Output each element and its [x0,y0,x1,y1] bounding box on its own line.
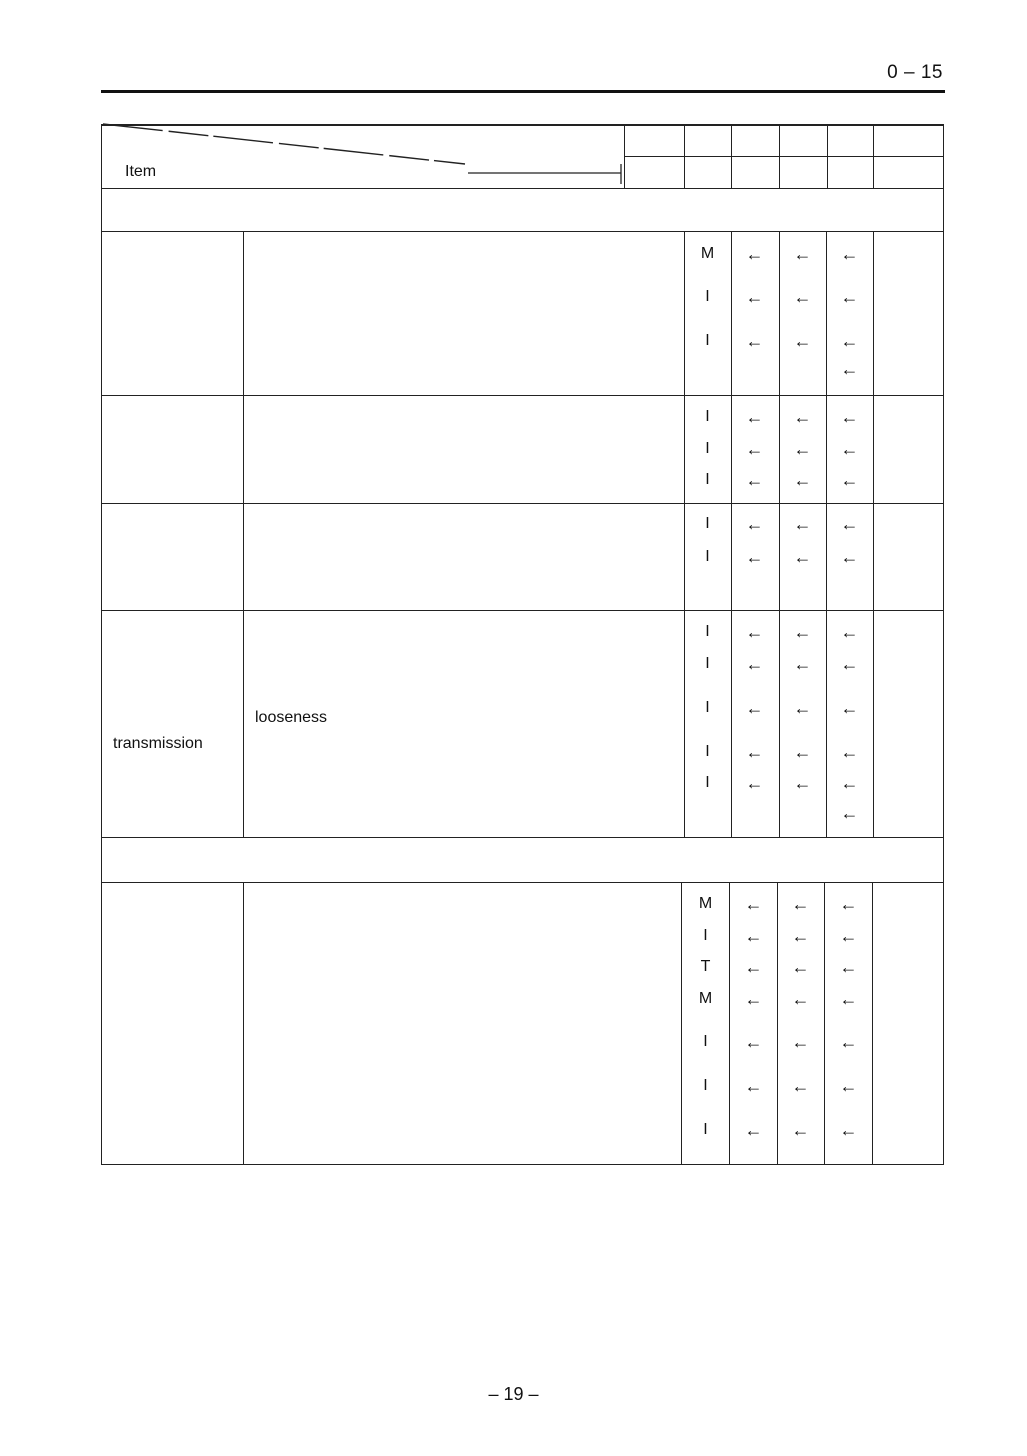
col-divider [873,231,874,837]
arrow-left-icon: ← [839,1120,858,1140]
arrow-left-icon: ← [793,654,812,674]
table-left-border [101,124,102,1164]
arrow-left-icon: ← [793,514,812,534]
arrow-left-icon: ← [840,470,859,490]
table-cell: M [700,245,715,262]
arrow-left-icon: ← [744,894,763,914]
arrow-left-icon: ← [744,957,763,977]
arrow-left-icon: ← [745,287,764,307]
arrow-left-icon: ← [745,439,764,459]
header-rule [101,90,945,93]
arrow-left-icon: ← [840,773,859,793]
arrow-left-icon: ← [839,894,858,914]
arrow-left-icon: ← [793,470,812,490]
arrow-left-icon: ← [840,287,859,307]
table-cell: I [705,288,710,305]
arrow-left-icon: ← [839,926,858,946]
arrow-left-icon: ← [793,622,812,642]
col-divider [243,882,244,1164]
header-col-divider [684,124,685,188]
arrow-left-icon: ← [839,1076,858,1096]
table-cell: I [703,1121,708,1138]
arrow-left-icon: ← [839,957,858,977]
arrow-left-icon: ← [745,244,764,264]
row-divider [101,503,944,504]
row-divider [101,837,944,838]
col-divider [243,231,244,837]
table-cell: I [705,774,710,791]
arrow-left-icon: ← [840,407,859,427]
table-cell: I [703,927,708,944]
header-col-divider [873,124,874,188]
arrow-left-icon: ← [791,1120,810,1140]
header-col-divider [779,124,780,188]
row-divider [101,610,944,611]
table-cell: I [705,655,710,672]
row-detail-looseness: looseness [255,709,328,726]
table-cell: I [705,623,710,640]
table-cell: I [703,1077,708,1094]
arrow-left-icon: ← [793,331,812,351]
arrow-left-icon: ← [840,359,859,379]
table-cell: I [705,471,710,488]
arrow-left-icon: ← [840,547,859,567]
arrow-left-icon: ← [745,773,764,793]
arrow-left-icon: ← [745,514,764,534]
arrow-left-icon: ← [793,407,812,427]
row-label-transmission: transmission [113,735,203,752]
table-cell: M [698,895,713,912]
arrow-left-icon: ← [744,1076,763,1096]
section-band-1-bottom [101,231,944,232]
arrow-left-icon: ← [793,287,812,307]
section-band-2-bottom [101,882,944,883]
arrow-left-icon: ← [745,407,764,427]
arrow-left-icon: ← [791,926,810,946]
table-cell: M [698,990,713,1007]
row-divider [101,395,944,396]
table-cell: I [705,515,710,532]
arrow-left-icon: ← [745,742,764,762]
arrow-left-icon: ← [840,331,859,351]
arrow-left-icon: ← [793,698,812,718]
arrow-left-icon: ← [839,1032,858,1052]
footer-page-number: – 19 – [488,1384,539,1404]
arrow-left-icon: ← [840,803,859,823]
table-cell: I [705,743,710,760]
arrow-left-icon: ← [744,1032,763,1052]
arrow-left-icon: ← [745,698,764,718]
table-cell: I [705,332,710,349]
arrow-left-icon: ← [840,439,859,459]
arrow-left-icon: ← [839,989,858,1009]
table-bottom-border [101,1164,944,1165]
page-number: 0 – 15 [887,62,943,83]
arrow-left-icon: ← [793,742,812,762]
col-divider [872,882,873,1164]
arrow-left-icon: ← [745,654,764,674]
table-cell: I [705,699,710,716]
arrow-left-icon: ← [840,698,859,718]
table-cell: I [705,440,710,457]
table-cell: I [703,1033,708,1050]
table-cell: I [705,548,710,565]
header-diagonal [103,120,625,190]
arrow-left-icon: ← [840,244,859,264]
arrow-left-icon: ← [744,926,763,946]
arrow-left-icon: ← [840,742,859,762]
arrow-left-icon: ← [793,244,812,264]
table-cell: T [700,958,711,975]
header-item-label: Item [125,163,157,180]
arrow-left-icon: ← [791,957,810,977]
arrow-left-icon: ← [745,470,764,490]
arrow-left-icon: ← [791,989,810,1009]
arrow-left-icon: ← [744,989,763,1009]
arrow-left-icon: ← [745,622,764,642]
header-col-divider [827,124,828,188]
header-subdivider [624,156,944,157]
arrow-left-icon: ← [744,1120,763,1140]
arrow-left-icon: ← [840,622,859,642]
header-col-divider [731,124,732,188]
table-right-border [943,124,944,1164]
arrow-left-icon: ← [791,1032,810,1052]
arrow-left-icon: ← [840,514,859,534]
arrow-left-icon: ← [793,547,812,567]
arrow-left-icon: ← [791,1076,810,1096]
arrow-left-icon: ← [745,547,764,567]
arrow-left-icon: ← [745,331,764,351]
arrow-left-icon: ← [793,773,812,793]
arrow-left-icon: ← [793,439,812,459]
arrow-left-icon: ← [791,894,810,914]
arrow-left-icon: ← [840,654,859,674]
table-cell: I [705,408,710,425]
